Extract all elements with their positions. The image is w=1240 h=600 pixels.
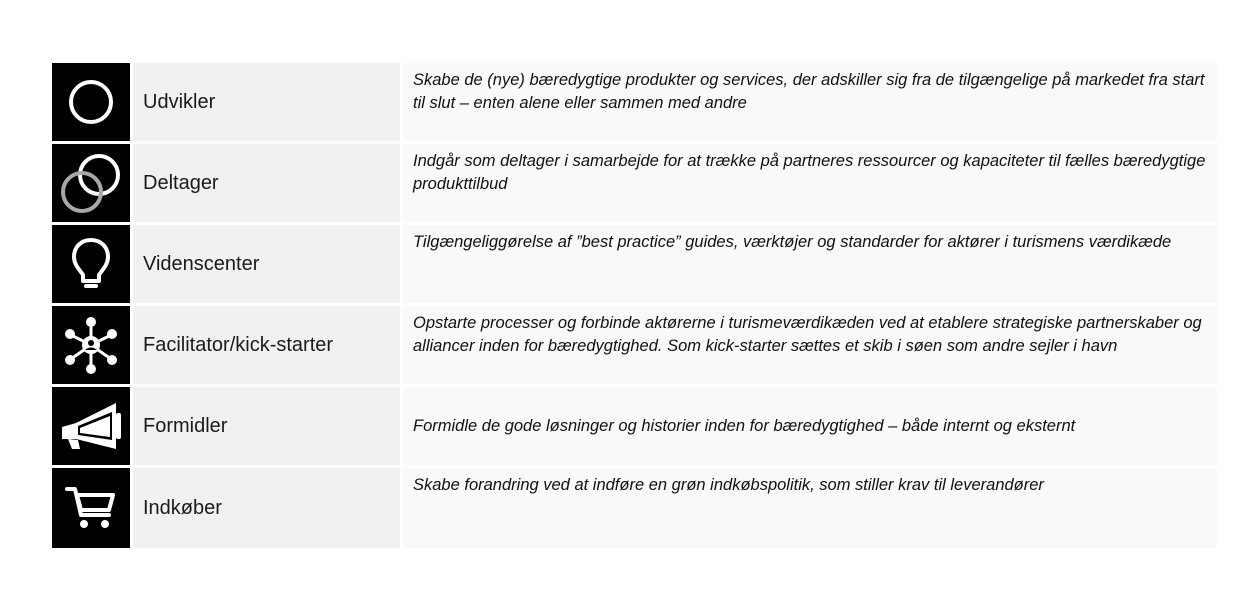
role-row-facilitator: [52, 306, 1217, 384]
megaphone-icon: [58, 401, 124, 451]
role-label: Indkøber: [133, 468, 403, 548]
role-description: Formidle de gode løsninger og historier inden for bæredygtighed – både internt og eksternt: [403, 387, 1217, 465]
role-row-indkober: [52, 468, 1217, 548]
icon-cell: [52, 63, 133, 141]
role-description: Skabe de (nye) bæredygtige produkter og services, der adskiller sig fra de tilgængelige på markedet fra start til slut – enten alene eller sammen med andre: [403, 63, 1217, 141]
role-label: Facilitator/kick-starter: [133, 306, 403, 384]
role-label: Udvikler: [133, 63, 403, 141]
role-description: Tilgængeliggørelse af ”best practice” guides, værktøjer og standarder for aktører i turismens værdikæde: [403, 225, 1217, 303]
role-label: Formidler: [133, 387, 403, 465]
role-description: Opstarte processer og forbinde aktørerne i turismeværdikæden ved at etablere strategiske partnerskaber og alliancer inden for bæredygtighed. Som kick-starter sættes et skib i søen som andre sejler i havn: [403, 306, 1217, 384]
lightbulb-icon: [66, 234, 116, 294]
shopping-cart-icon: [63, 483, 119, 533]
icon-cell: [52, 387, 133, 465]
icon-cell: [52, 225, 133, 303]
role-row-formidler: [52, 387, 1217, 465]
role-row-deltager: [52, 144, 1217, 222]
role-label: Deltager: [133, 144, 403, 222]
network-hub-icon: [59, 313, 123, 377]
roles-table: [52, 63, 1217, 548]
icon-cell: [52, 306, 133, 384]
role-row-udvikler: [52, 63, 1217, 141]
role-description: Indgår som deltager i samarbejde for at trække på partneres ressourcer og kapaciteter til fælles bæredygtige produkttilbud: [403, 144, 1217, 222]
icon-cell: [52, 468, 133, 548]
icon-cell: [52, 144, 133, 222]
role-row-videnscenter: [52, 225, 1217, 303]
circle-icon: [66, 77, 116, 127]
role-label: Videnscenter: [133, 225, 403, 303]
interlocking-rings-icon: [55, 147, 127, 219]
role-description: Skabe forandring ved at indføre en grøn indkøbspolitik, som stiller krav til leverandører: [403, 468, 1217, 548]
